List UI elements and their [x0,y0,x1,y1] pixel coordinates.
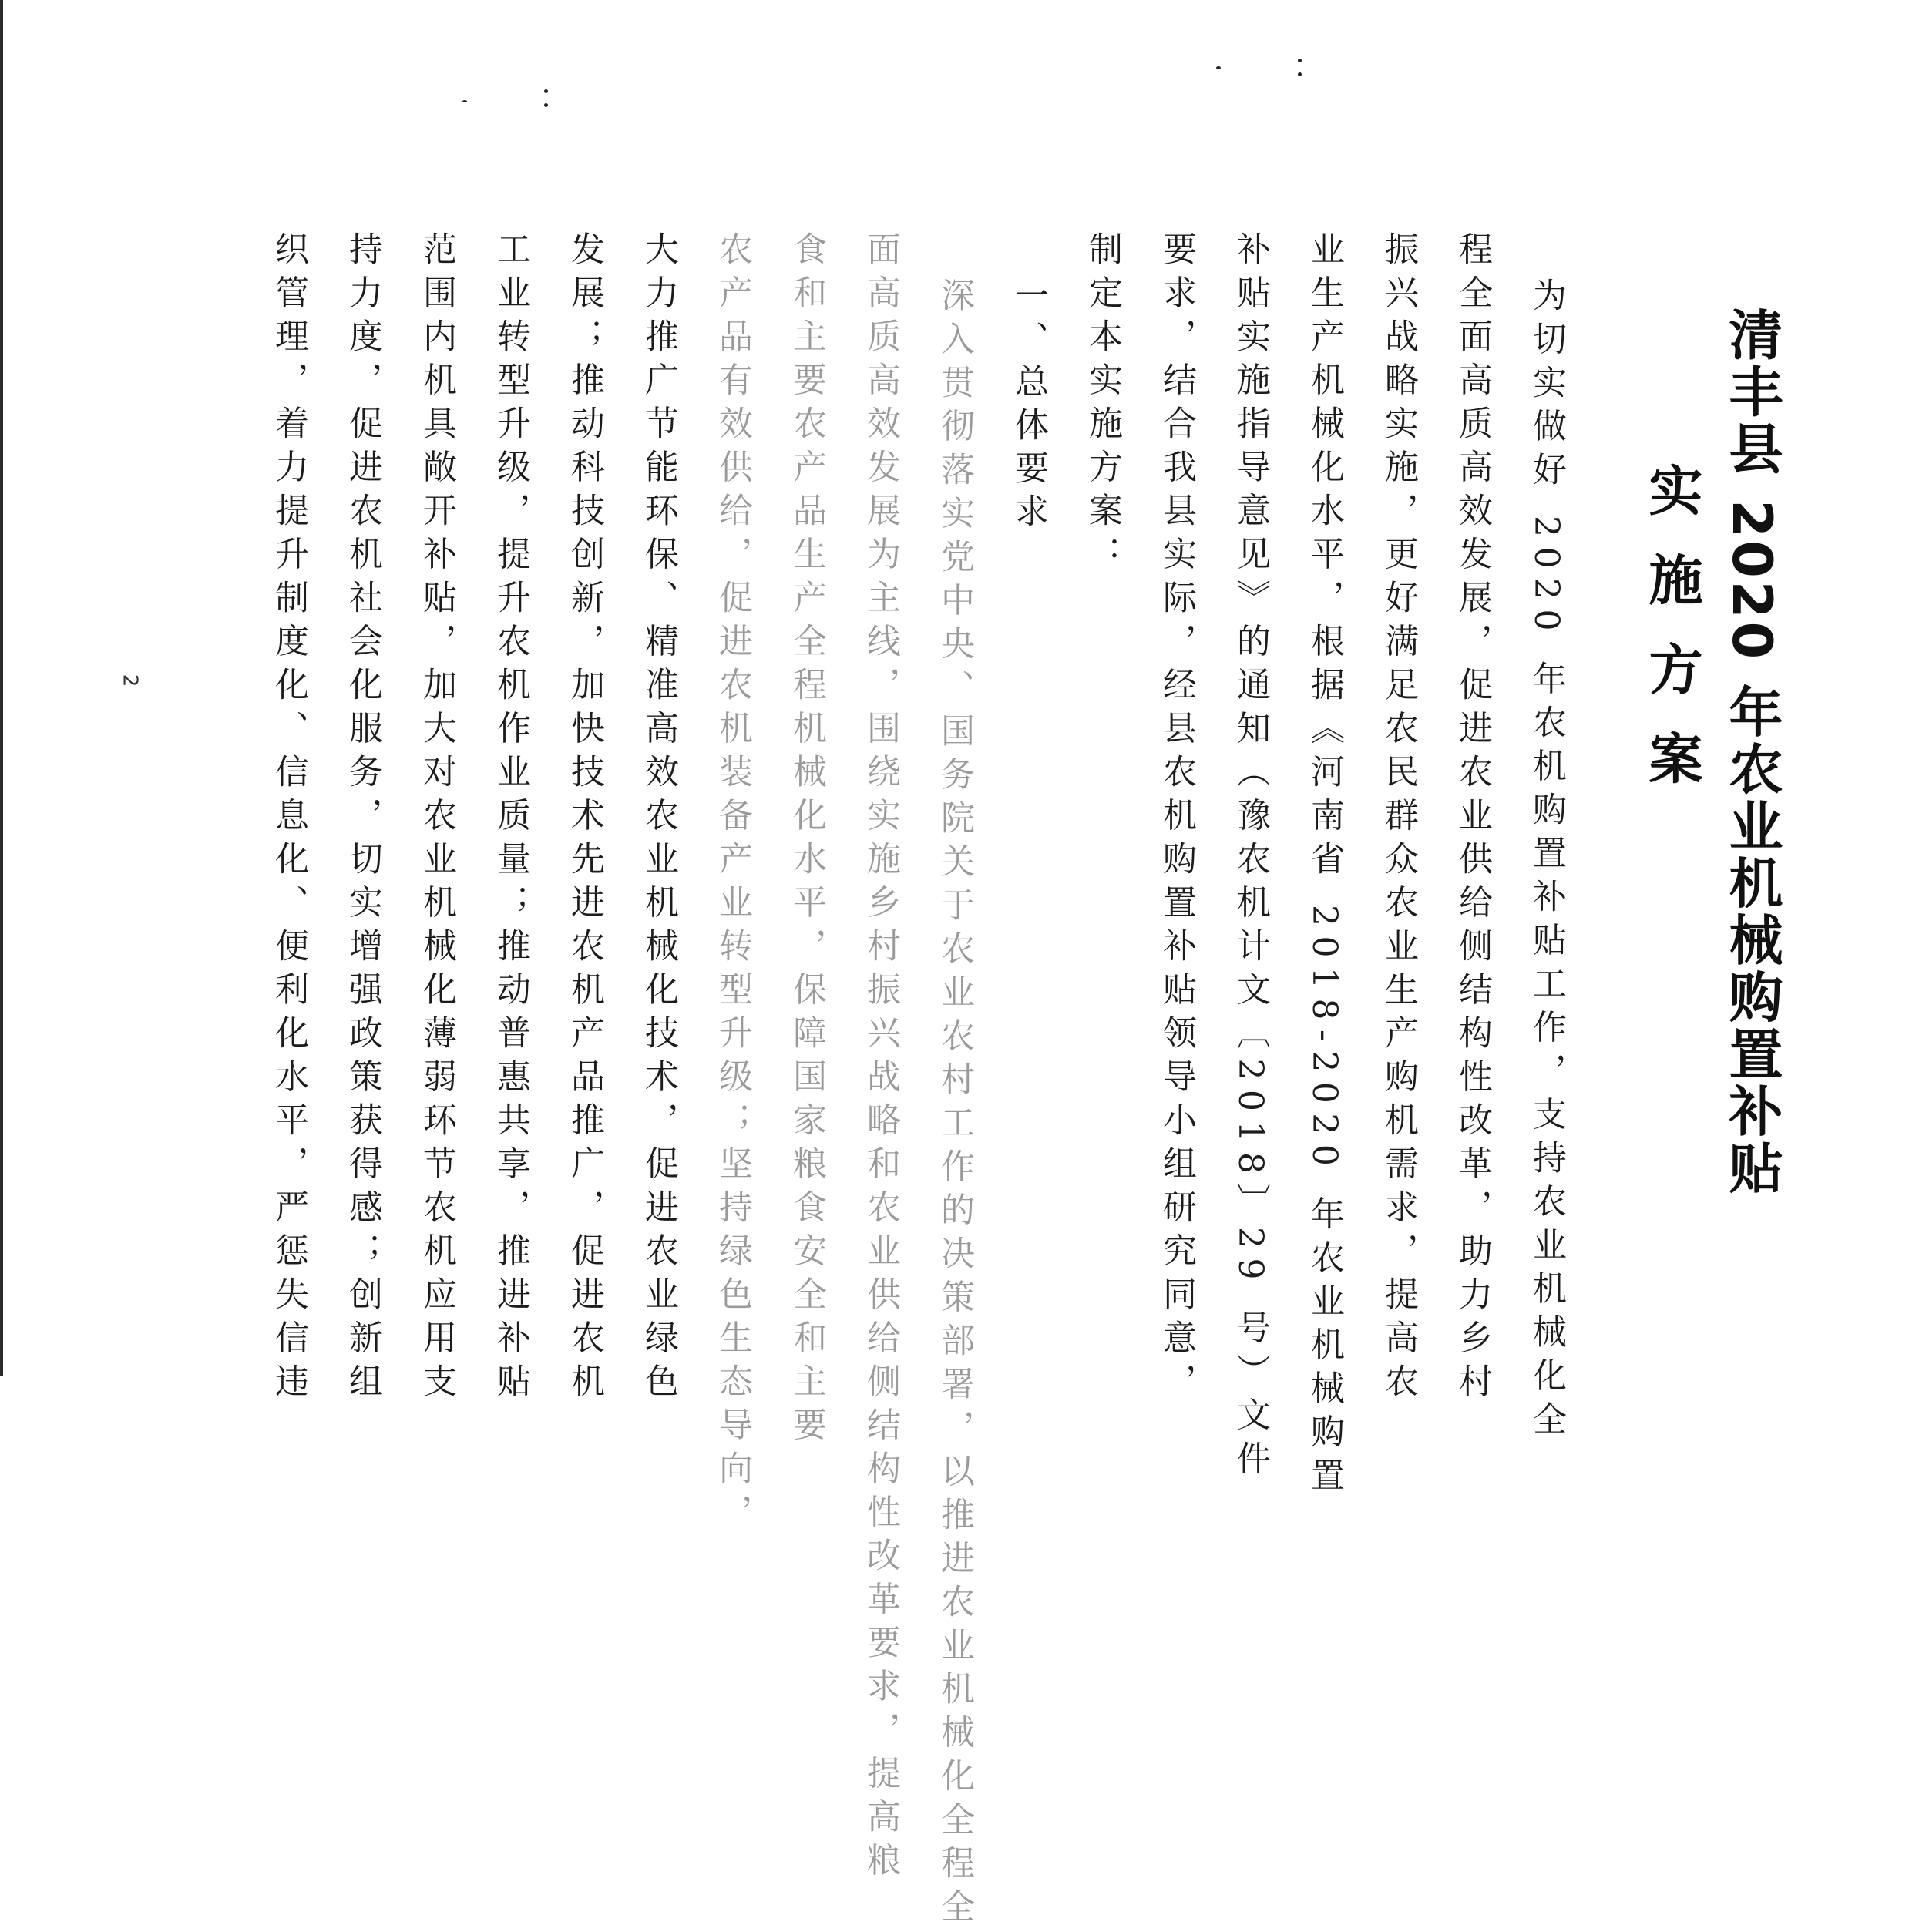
paragraph-line: 范围内机具敞开补贴，加大对农业机械化薄弱环节农机应用支 [417,231,456,1407]
paragraph-line: 为切实做好 2020 年农机购置补贴工作，支持农业机械化全 [1527,277,1566,1445]
document-subtitle: 实施方案 [1640,462,1703,820]
page-number: 2 [118,674,142,687]
paragraph-line: 发展；推动科技创新，加快技术先进农机产品推广，促进农机 [565,231,604,1407]
paragraph-line: 食和主要农产品生产全程机械化水平，保障国家粮食安全和主要 [787,231,826,1450]
paragraph-line: 农产品有效供给，促进农机装备产业转型升级；坚持绿色生态导向， [713,231,752,1537]
paragraph-line: 制定本实施方案： [1083,231,1122,580]
paragraph-line: 业生产机械化水平，根据《河南省 2018-2020 年农业机械购置 [1305,231,1344,1501]
paragraph-line: 要求，结合我县实际，经县农机购置补贴领导小组研究同意， [1157,231,1196,1407]
scan-speck [462,100,467,102]
scan-speck [544,89,548,93]
paragraph-line: 持力度，促进农机社会化服务，切实增强政策获得感；创新组 [343,231,382,1407]
scan-speck [544,103,548,107]
paragraph-line: 面高质高效发展为主线，围绕实施乡村振兴战略和农业供给侧结构性改革要求，提高粮 [861,231,900,1886]
paragraph-line: 织管理，着力提升制度化、信息化、便利化水平，严惩失信违 [269,231,308,1407]
scan-speck [1298,72,1302,76]
scan-speck [1216,66,1221,69]
paragraph-line: 振兴战略实施，更好满足农民群众农业生产购机需求，提高农 [1379,231,1418,1407]
paragraph-line: 深入贯彻落实党中央、国务院关于农业农村工作的决策部署，以推进农业机械化全程全 [935,277,974,1932]
paragraph-line: 大力推广节能环保、精准高效农业机械化技术，促进农业绿色 [639,231,678,1407]
document-title: 清丰县 2020 年农业机械购置补贴 [1720,307,1783,1198]
section-heading: 一、总体要求 [1009,277,1048,536]
paragraph-line: 程全面高质高效发展，促进农业供给侧结构性改革，助力乡村 [1453,231,1492,1407]
paragraph-line: 工业转型升级，提升农机作业质量；推动普惠共享，推进补贴 [491,231,530,1407]
scan-speck [1298,59,1302,62]
paragraph-line: 补贴实施指导意见》的通知（豫农机计文〔2018〕29 号）文件 [1231,231,1270,1484]
scan-edge [0,0,3,1376]
